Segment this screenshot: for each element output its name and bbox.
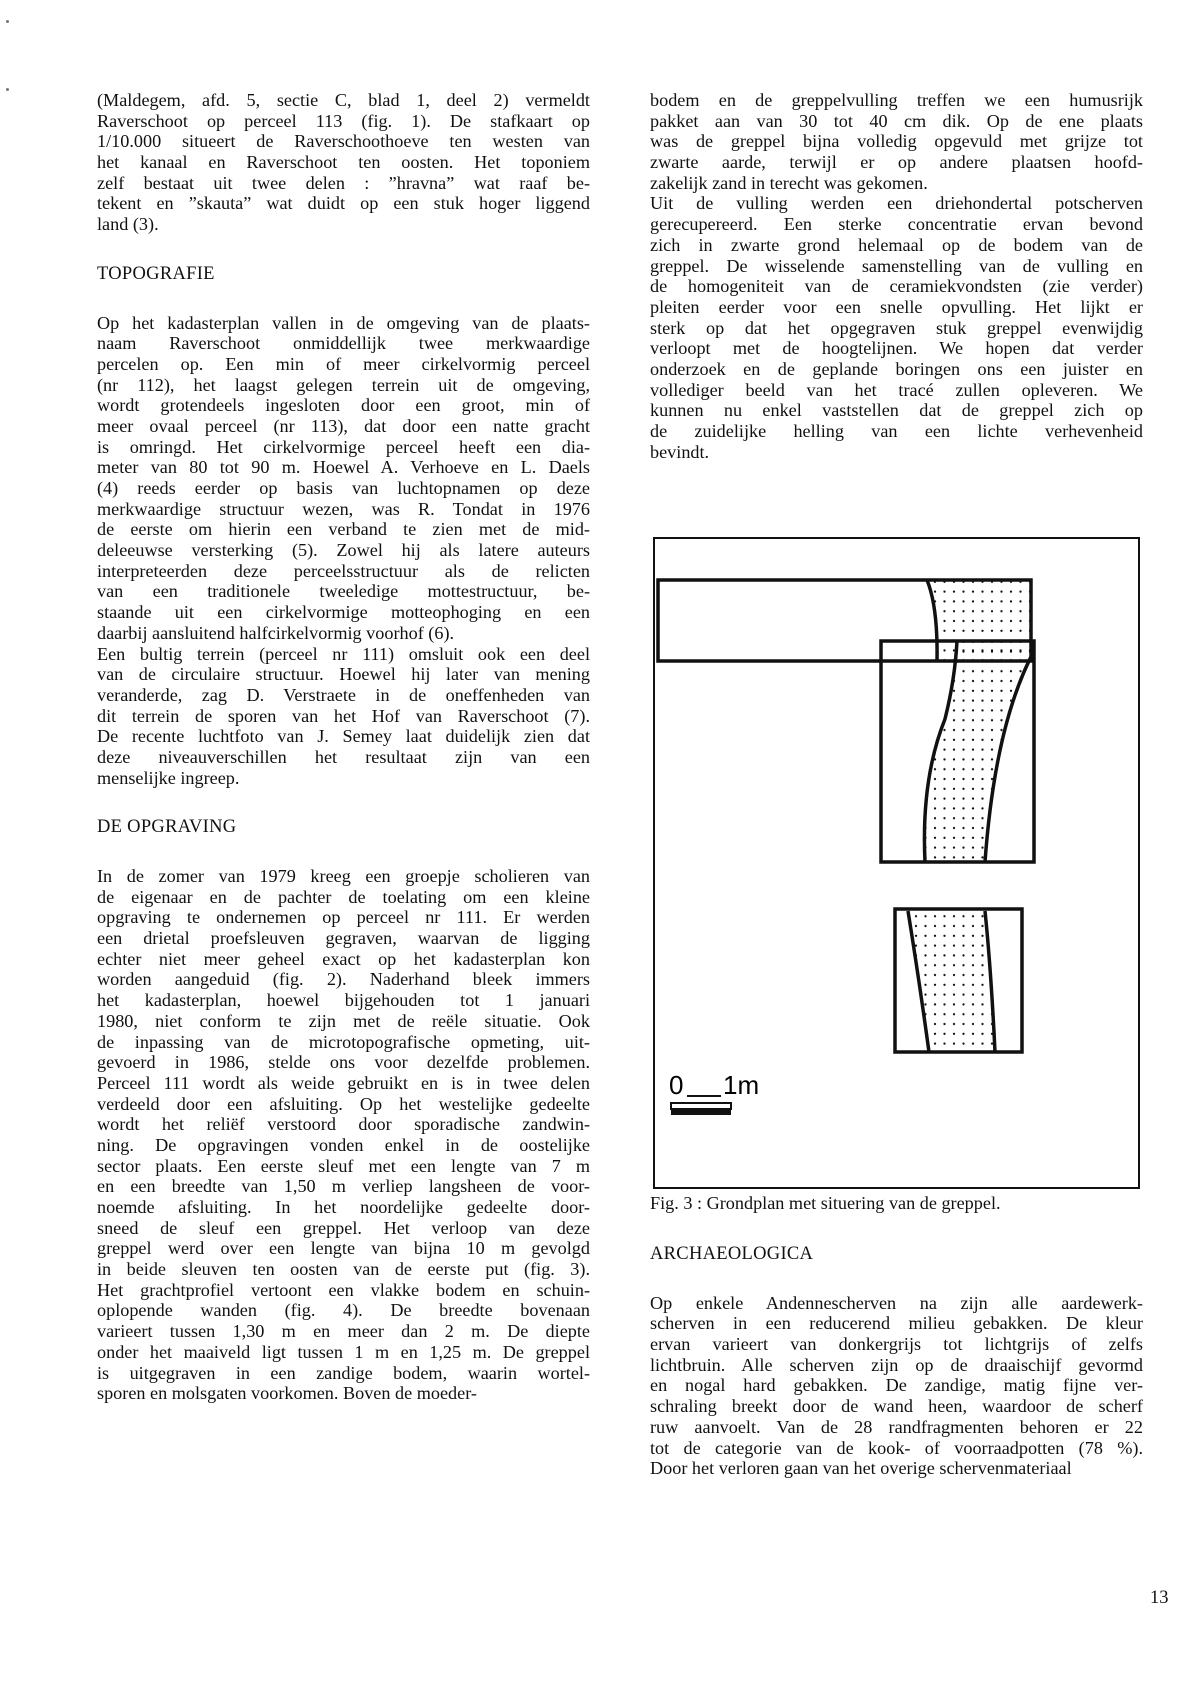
text-line: dit terrein de sporen van het Hof van Raverschoot (7). — [97, 705, 590, 726]
text-line: menselijke ingreep. — [97, 767, 240, 788]
text-line: Een bultig terrein (perceel nr 111) omsluit ook een deel — [97, 643, 590, 664]
text-line: wordt het reliëf verstoord door sporadische zandwin- — [97, 1114, 590, 1135]
text-line: pakket aan van 30 tot 40 cm dik. Op de ene plaats — [650, 110, 1143, 131]
text-line: greppel werd over een lengte van bijna 10 m gevolgd — [97, 1238, 590, 1259]
right-column-lower — [650, 1234, 1143, 1479]
text-line: zich in zwarte grond helemaal op de bodem van de — [650, 234, 1143, 255]
topografie-paragraph — [97, 313, 590, 789]
text-line: zwarte aarde, terwijl er op andere plaatsen hoofd- — [650, 152, 1143, 173]
text-line: gevoerd in 1986, stelde ons voor dezelfde problemen. — [97, 1052, 590, 1073]
text-line: daarbij aansluitend halfcirkelvormig voorhof (6). — [97, 622, 455, 643]
text-line: sector plaats. Een eerste sleuf met een lengte van 7 m — [97, 1155, 590, 1176]
text-line: Perceel 111 wordt als weide gebruikt en is in twee delen — [97, 1072, 590, 1093]
continuation-paragraph — [650, 90, 1143, 462]
scale-bar — [669, 1070, 759, 1115]
text-line: deleeuwse versterking (5). Zowel hij als latere auteurs — [97, 540, 590, 561]
scale-bar-black — [671, 1109, 731, 1115]
text-line: greppel. De wisselende samenstelling van de vulling en — [650, 255, 1143, 276]
text-line: worden aangeduid (fig. 2). Naderhand bleek immers — [97, 969, 590, 990]
text-line: echter niet meer geheel exact op het kadasterplan kon — [97, 948, 590, 969]
text-line: In de zomer van 1979 kreeg een groepje scholieren van — [97, 866, 590, 886]
text-line: Op enkele Andennescherven na zijn alle aardewerk- — [650, 1292, 1143, 1313]
text-line: van een traditionele tweeledige mottestructuur, be- — [97, 581, 590, 602]
text-line: opgraving te ondernemen op perceel nr 111. Er werden — [97, 907, 590, 928]
text-line: bodem en de greppelvulling treffen we een humusrijk — [650, 90, 1143, 110]
figure-3-ground-plan — [653, 537, 1140, 1189]
text-line: meer ovaal perceel (nr 113), dat door een natte gracht — [97, 415, 590, 436]
text-line: percelen op. Een min of meer cirkelvormig perceel — [97, 353, 590, 374]
trench-3-fill — [908, 911, 995, 1052]
text-line: de zuidelijke helling van een lichte verhevenheid — [650, 421, 1143, 441]
text-line: is uitgegraven in een zandige bodem, waarin wortel- — [97, 1362, 590, 1383]
text-line: van de circulaire structuur. Hoewel hij later van mening — [97, 664, 590, 685]
text-line: verdeeld door een afsluiting. Op het westelijke gedeelte — [97, 1093, 590, 1114]
text-line: lichtbruin. Alle scherven zijn op de draaischijf gevormd — [650, 1354, 1143, 1375]
text-line: deze niveauverschillen het resultaat zijn van een — [97, 746, 590, 767]
text-line: veranderde, zag D. Verstraete in de oneffenheden van — [97, 684, 590, 705]
text-line: Het grachtprofiel vertoont een vlakke bodem en schuin- — [97, 1279, 590, 1300]
section-heading-topografie: TOPOGRAFIE — [97, 263, 215, 284]
text-line: (Maldegem, afd. 5, sectie C, blad 1, deel 2) vermeldt — [97, 90, 590, 110]
text-line: De recente luchtfoto van J. Semey laat duidelijk zien dat — [97, 726, 590, 747]
text-line: (nr 112), het laagst gelegen terrein uit de omgeving, — [97, 374, 590, 395]
text-line: ruw aanvoelt. Van de 28 randfragmenten behoren er 22 — [650, 1416, 1143, 1437]
text-line: Raverschoot op perceel 113 (fig. 1). De stafkaart op — [97, 110, 590, 131]
text-line: wordt grotendeels ingesloten door een groot, min of — [97, 395, 590, 416]
text-line: ervan varieert van donkergrijs tot lichtgrijs of zelfs — [650, 1334, 1143, 1355]
text-line: sneed de sleuf een greppel. Het verloop van deze — [97, 1217, 590, 1238]
text-line: vollediger beeld van het tracé zullen opleveren. We — [650, 379, 1143, 400]
scan-speck — [6, 88, 9, 91]
left-column — [97, 90, 590, 1404]
text-line: het kanaal en Raverschoot ten oosten. Het toponiem — [97, 152, 590, 173]
text-line: noemde afsluiting. In het noordelijke gedeelte door- — [97, 1197, 590, 1217]
text-line: een drietal proefsleuven gegraven, waarvan de ligging — [97, 928, 590, 949]
text-line: staande uit een cirkelvormige motteophoging en een — [97, 602, 590, 623]
text-line: onder het maaiveld ligt tussen 1 m en 1,25 m. De greppel — [97, 1341, 590, 1362]
text-line: Op het kadasterplan vallen in de omgeving van de plaats- — [97, 312, 590, 333]
scan-speck — [6, 20, 9, 23]
text-line: de eigenaar en de pachter de toelating om een kleine — [97, 886, 590, 907]
archaeologica-paragraph — [650, 1293, 1143, 1479]
text-line: in beide sleuven ten oosten van de eerste put (fig. 3). — [97, 1259, 590, 1280]
text-line: scherven in een reducerend milieu gebakken. De kleur — [650, 1313, 1143, 1334]
text-line: was de greppel bijna volledig opgevuld met grijze tot — [650, 131, 1143, 152]
text-line: Door het verloren gaan van het overige schervenmateriaal — [650, 1458, 1072, 1479]
text-line: gerecupereerd. Een sterke concentratie ervan bevond — [650, 214, 1143, 235]
text-line: de eerste om hierin een verband te zien met de mid- — [97, 519, 590, 540]
text-line: zelf bestaat uit twee delen : ”hravna” wat raaf be- — [97, 172, 590, 193]
text-line: (4) reeds eerder op basis van luchtopnamen op deze — [97, 478, 590, 498]
text-line: het kadasterplan, hoewel bijgehouden tot 1 januari — [97, 990, 590, 1011]
text-line: bevindt. — [650, 441, 710, 462]
text-line: ning. De opgravingen vonden enkel in de oostelijke — [97, 1134, 590, 1155]
text-line: Uit de vulling werden een driehondertal potscherven — [650, 193, 1143, 214]
text-line: zakelijk zand in terecht was gekomen. — [650, 172, 928, 193]
text-line: de inpassing van de microtopografische opmeting, uit- — [97, 1031, 590, 1052]
text-line: onderzoek en de geplande boringen ons een juister en — [650, 358, 1143, 379]
text-line: pleiten eerder voor een snelle opvulling. Het lijkt er — [650, 296, 1143, 317]
opgraving-paragraph — [97, 866, 590, 1404]
section-heading-archaeologica: ARCHAEOLOGICA — [650, 1244, 814, 1264]
text-line: kunnen nu enkel vaststellen dat de greppel zich op — [650, 400, 1143, 421]
text-line: sporen en molsgaten voorkomen. Boven de moeder- — [97, 1383, 477, 1404]
text-line: tot de categorie van de kook- of voorraadpotten (78 %). — [650, 1437, 1143, 1458]
text-line: en nogal hard gebakken. De zandige, matig fijne ver- — [650, 1375, 1143, 1396]
text-line: land (3). — [97, 214, 159, 235]
intro-paragraph — [97, 90, 590, 235]
text-line: oplopende wanden (fig. 4). De breedte bovenaan — [97, 1300, 590, 1321]
text-line: en een breedte van 1,50 m verliep langsheen de voor- — [97, 1176, 590, 1197]
scale-label-unit: 1m — [723, 1070, 760, 1100]
figure-caption: Fig. 3 : Grondplan met situering van de greppel. — [650, 1193, 1001, 1213]
text-line: 1/10.000 situeert de Raverschoothoeve ten westen van — [97, 131, 590, 152]
scale-bar-white — [671, 1103, 731, 1109]
text-line: tekent en ”skauta” wat duidt op een stuk hoger liggend — [97, 193, 590, 214]
right-column — [650, 90, 1143, 462]
text-line: varieert tussen 1,30 m en meer dan 2 m. De diepte — [97, 1321, 590, 1342]
page-number: 13 — [1150, 1588, 1169, 1608]
text-line: merkwaardige structuur wezen, was R. Tondat in 1976 — [97, 498, 590, 519]
section-heading-opgraving: DE OPGRAVING — [97, 817, 237, 838]
text-line: is omringd. Het cirkelvormige perceel heeft een dia- — [97, 436, 590, 457]
text-line: naam Raverschoot onmiddellijk twee merkwaardige — [97, 333, 590, 354]
text-line: meter van 80 tot 90 m. Hoewel A. Verhoeve en L. Daels — [97, 457, 590, 478]
text-line: verloopt met de hoogtelijnen. We hopen dat verder — [650, 338, 1143, 359]
text-line: 1980, niet conform te zijn met de reële situatie. Ook — [97, 1010, 590, 1031]
ground-plan-drawing — [655, 539, 1142, 1191]
scale-label-zero: 0 — [669, 1070, 684, 1100]
trench-3 — [895, 909, 1022, 1052]
text-line: schraling breekt door de wand heen, waardoor de scherf — [650, 1396, 1143, 1417]
text-line: de homogeniteit van de ceramiekvondsten (zie verder) — [650, 276, 1143, 297]
trench-2 — [881, 641, 1034, 862]
text-line: sterk op dat het opgegraven stuk greppel evenwijdig — [650, 317, 1143, 338]
text-line: interpreteerden deze perceelsstructuur als de relicten — [97, 560, 590, 581]
